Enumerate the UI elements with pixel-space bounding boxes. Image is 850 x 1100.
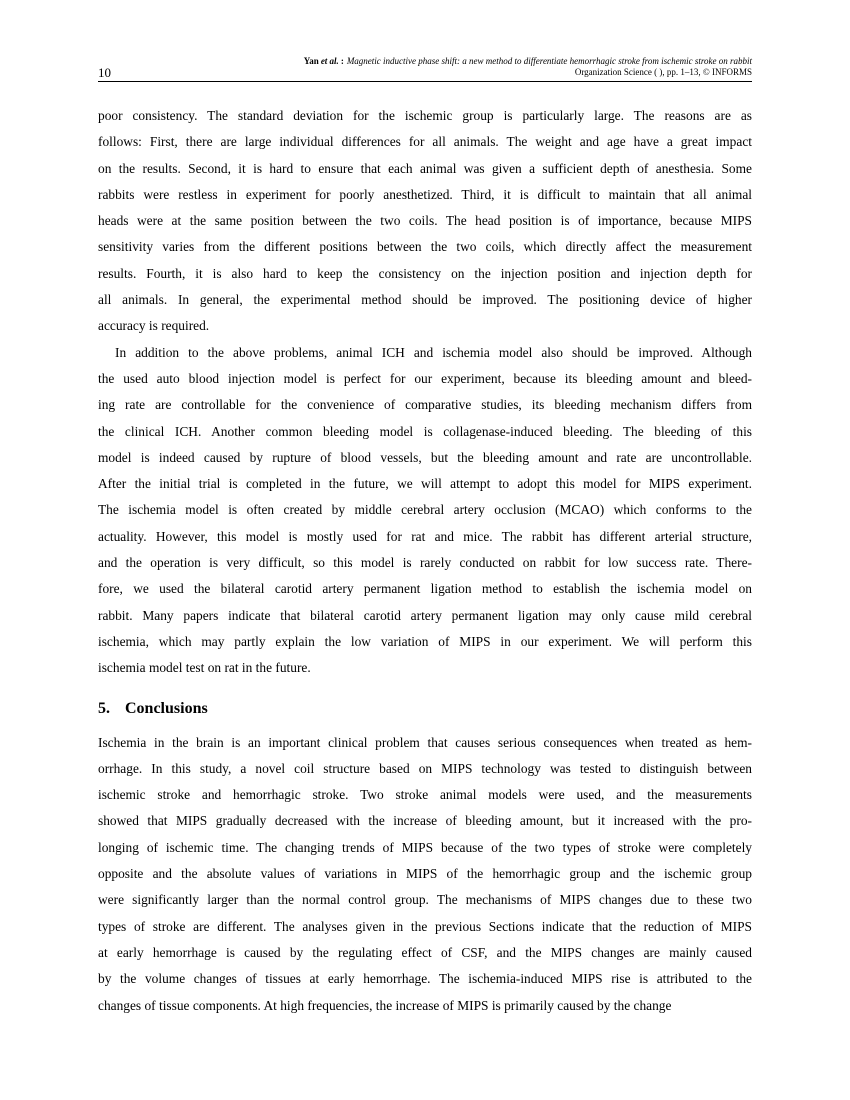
text-line: opposite and the absolute values of variations in MIPS of the hemorrhagic group and the ischemic group (98, 866, 752, 882)
text-line: model is indeed caused by rupture of blood vessels, but the bleeding amount and rate are uncontrollable. (98, 449, 752, 465)
text-line: showed that MIPS gradually decreased with the increase of bleeding amount, but it increased with the pro- (98, 813, 752, 829)
paragraph (98, 103, 752, 340)
document-body (98, 103, 752, 1019)
text-line: by the volume changes of tissues at early hemorrhage. The ischemia-induced MIPS rise is attributed to the (98, 971, 752, 987)
text-line: all animals. In general, the experimental method should be improved. The positioning device of higher (98, 292, 752, 308)
paragraph (98, 730, 752, 1019)
header-authors: Yan (303, 56, 319, 66)
text-line: the clinical ICH. Another common bleeding model is collagenase-induced bleeding. The bleeding of this (98, 423, 752, 439)
text-line: accuracy is required. (98, 318, 210, 334)
text-line: on the results. Second, it is hard to ensure that each animal was given a sufficient depth of anesthesia. Some (98, 160, 752, 176)
text-line: rabbits were restless in experiment for poorly anesthetized. Third, it is difficult to maintain that all animal (98, 186, 752, 202)
text-line: longing of ischemic time. The changing trends of MIPS because of the two types of stroke were completely (98, 839, 752, 855)
text-line: heads were at the same position between the two coils. The head position is of importance, because MIPS (98, 213, 752, 229)
section-heading-title: Conclusions (125, 699, 208, 717)
header-rule (98, 81, 752, 82)
text-line: sensitivity varies from the different positions between the two coils, which directly affect the measurement (98, 239, 752, 255)
section-heading-number: 5. (98, 699, 110, 717)
header-meta (98, 56, 752, 81)
header-citation-line (98, 56, 752, 67)
section-heading (98, 698, 752, 720)
text-line: fore, we used the bilateral carotid artery permanent ligation method to establish the ischemia model on (98, 581, 752, 597)
text-line: ischemia, which may partly explain the low variation of MIPS in our experiment. We will perform this (98, 633, 752, 649)
text-line: After the initial trial is completed in the future, we will attempt to adopt this model for MIPS experiment. (98, 476, 752, 492)
page-number: 10 (98, 65, 111, 80)
text-line: actuality. However, this model is mostly used for rat and mice. The rabbit has different arterial structure, (98, 528, 752, 544)
text-line: The ischemia model is often created by middle cerebral artery occlusion (MCAO) which conforms to the (98, 502, 752, 518)
text-line: poor consistency. The standard deviation for the ischemic group is particularly large. The reasons are as (98, 108, 752, 123)
header-journal-line: Organization Science ( ), pp. 1–13, © INFORMS (574, 67, 752, 77)
text-line: In addition to the above problems, animal ICH and ischemia model also should be improved. Although (115, 344, 752, 360)
text-line: types of stroke are different. The analyses given in the previous Sections indicate that the reduction of MIPS (98, 918, 752, 934)
text-line: ischemia model test on rat in the future. (98, 660, 311, 676)
text-line: the used auto blood injection model is perfect for our experiment, because its bleeding amount and bleed- (98, 370, 752, 386)
text-line: follows: First, there are large individual differences for all animals. The weight and age have a great impact (98, 134, 752, 150)
header-separator: : (340, 56, 344, 66)
text-line: at early hemorrhage is caused by the regulating effect of CSF, and the MIPS changes are mainly caused (98, 944, 752, 960)
text-line: and the operation is very difficult, so this model is rarely conducted on rabbit for low success rate. There- (98, 555, 752, 571)
text-line: results. Fourth, it is also hard to keep the consistency on the injection position and injection depth for (98, 265, 752, 281)
text-line: were significantly larger than the normal control group. The mechanisms of MIPS changes due to these two (98, 892, 752, 908)
header-authors-etal: et al. (320, 56, 339, 66)
text-line: Ischemia in the brain is an important clinical problem that causes serious consequences when treated as hem- (98, 734, 752, 750)
text-line: rabbit. Many papers indicate that bilateral carotid artery permanent ligation may only cause mild cerebral (98, 607, 752, 623)
header-paper-title: Magnetic inductive phase shift: a new method to differentiate hemorrhagic stroke from ischemic stroke on rabbit (346, 56, 752, 66)
text-line: changes of tissue components. At high frequencies, the increase of MIPS is primarily caused by the change (98, 997, 672, 1013)
paragraph (98, 340, 752, 682)
running-header (98, 56, 752, 82)
text-line: ing rate are controllable for the convenience of comparative studies, its bleeding mechanism differs from (98, 397, 752, 413)
text-line: orrhage. In this study, a novel coil structure based on MIPS technology was tested to distinguish between (98, 760, 752, 776)
text-line: ischemic stroke and hemorrhagic stroke. Two stroke animal models were used, and the measurements (98, 787, 752, 803)
